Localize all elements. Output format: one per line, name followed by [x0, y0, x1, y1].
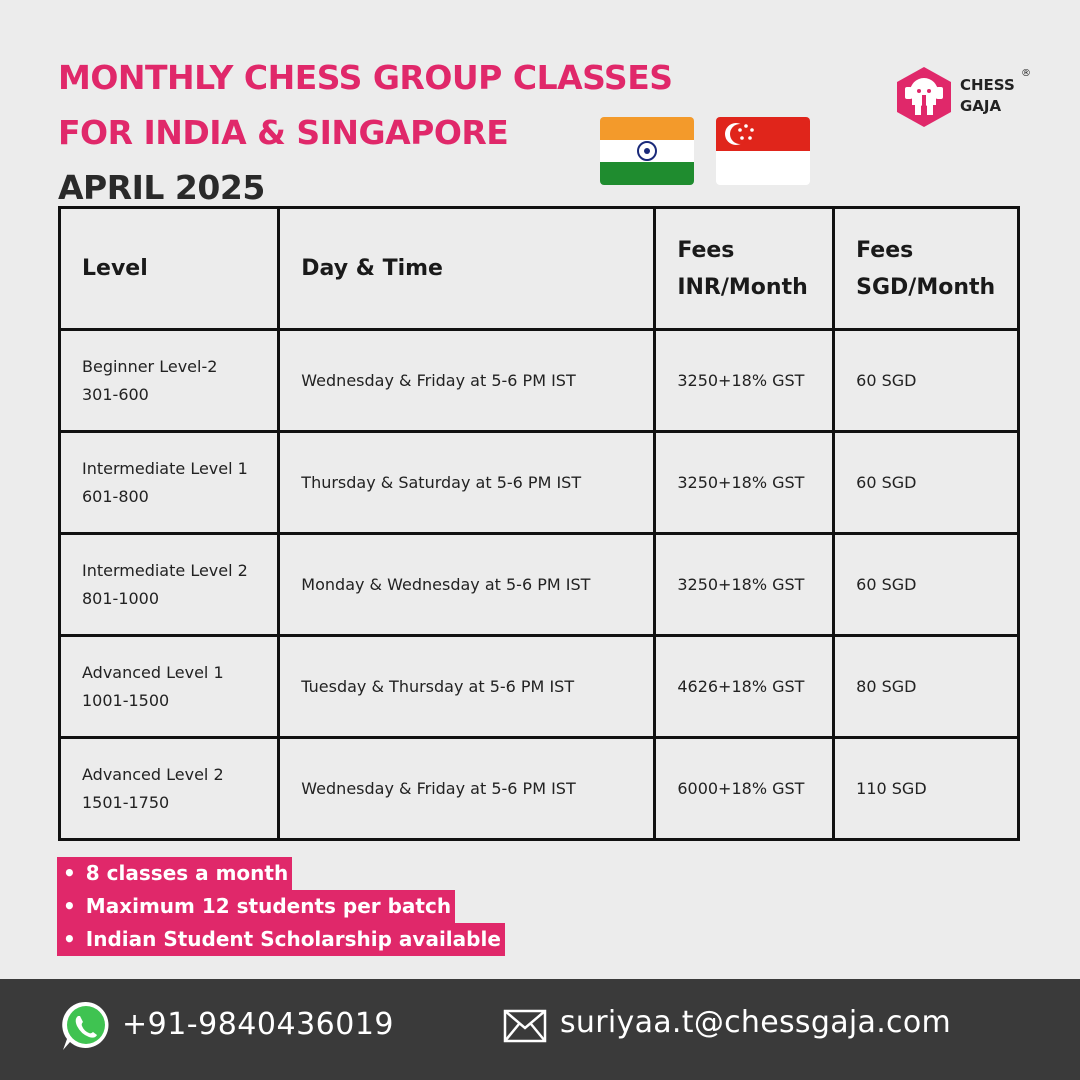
- cell-level: [60, 636, 279, 738]
- india-flag-icon: [600, 117, 694, 185]
- whatsapp-icon: [58, 998, 114, 1054]
- logo-text: [960, 75, 1015, 117]
- level-name: Intermediate Level 2: [82, 560, 248, 580]
- bullet-text: 8 classes a month: [85, 861, 289, 885]
- bullet-text: Indian Student Scholarship available: [85, 927, 501, 951]
- table-row: [60, 432, 1019, 534]
- cell-day-time: Wednesday & Friday at 5-6 PM IST: [279, 738, 655, 840]
- email-address[interactable]: suriyaa.t@chessgaja.com: [560, 1005, 952, 1040]
- title-line-2: FOR INDIA & SINGAPORE: [58, 113, 509, 152]
- cell-level: [60, 330, 279, 432]
- header-fees-inr: [655, 208, 834, 330]
- level-rating: 1001-1500: [82, 690, 170, 710]
- cell-fee-sgd: 60 SGD: [834, 534, 1019, 636]
- phone-number[interactable]: +91-9840436019: [122, 1007, 395, 1042]
- cell-day-time: Monday & Wednesday at 5-6 PM IST: [279, 534, 655, 636]
- header-day-time: Day & Time: [279, 208, 655, 330]
- cell-fee-sgd: 80 SGD: [834, 636, 1019, 738]
- level-rating: 1501-1750: [82, 792, 170, 812]
- schedule-table: [58, 206, 1020, 841]
- cell-day-time: Thursday & Saturday at 5-6 PM IST: [279, 432, 655, 534]
- cell-fee-inr: 3250+18% GST: [655, 432, 834, 534]
- chessgaja-logo: [893, 65, 1043, 129]
- table-row: [60, 534, 1019, 636]
- table-row: [60, 636, 1019, 738]
- header-fees-sgd: [834, 208, 1019, 330]
- cell-fee-inr: 3250+18% GST: [655, 330, 834, 432]
- cell-level: [60, 432, 279, 534]
- page-title: [58, 50, 673, 215]
- header-fees-inr-line1: Fees: [677, 237, 735, 263]
- level-name: Advanced Level 1: [82, 662, 224, 682]
- level-rating: 801-1000: [82, 588, 160, 608]
- bullet-item: • Maximum 12 students per batch: [57, 890, 455, 923]
- cell-level: [60, 738, 279, 840]
- elephant-logo-icon: [893, 65, 955, 129]
- cell-fee-sgd: 60 SGD: [834, 330, 1019, 432]
- level-rating: 301-600: [82, 384, 149, 404]
- cell-day-time: Wednesday & Friday at 5-6 PM IST: [279, 330, 655, 432]
- logo-line-2: GAJA: [960, 97, 1002, 115]
- cell-fee-inr: 6000+18% GST: [655, 738, 834, 840]
- registered-mark: ®: [1021, 68, 1031, 79]
- table-row: [60, 330, 1019, 432]
- cell-fee-sgd: 110 SGD: [834, 738, 1019, 840]
- mail-icon: [503, 1009, 547, 1043]
- logo-line-1: CHESS: [960, 76, 1015, 94]
- cell-fee-sgd: 60 SGD: [834, 432, 1019, 534]
- header-fees-sgd-line2: SGD/Month: [856, 274, 996, 300]
- cell-day-time: Tuesday & Thursday at 5-6 PM IST: [279, 636, 655, 738]
- table-row: [60, 738, 1019, 840]
- cell-level: [60, 534, 279, 636]
- level-name: Advanced Level 2: [82, 764, 224, 784]
- bullet-item: • Indian Student Scholarship available: [57, 923, 505, 956]
- feature-bullets: [57, 857, 505, 956]
- cell-fee-inr: 3250+18% GST: [655, 534, 834, 636]
- header-fees-sgd-line1: Fees: [856, 237, 914, 263]
- level-rating: 601-800: [82, 486, 149, 506]
- header-fees-inr-line2: INR/Month: [677, 274, 808, 300]
- title-line-1: MONTHLY CHESS GROUP CLASSES: [58, 58, 673, 97]
- bullet-text: Maximum 12 students per batch: [85, 894, 452, 918]
- level-name: Intermediate Level 1: [82, 458, 248, 478]
- contact-footer: [0, 979, 1080, 1080]
- bullet-item: • 8 classes a month: [57, 857, 292, 890]
- title-month: APRIL 2025: [58, 168, 265, 207]
- header-level: Level: [60, 208, 279, 330]
- table-header-row: [60, 208, 1019, 330]
- singapore-flag-icon: [716, 117, 810, 185]
- level-name: Beginner Level-2: [82, 356, 218, 376]
- cell-fee-inr: 4626+18% GST: [655, 636, 834, 738]
